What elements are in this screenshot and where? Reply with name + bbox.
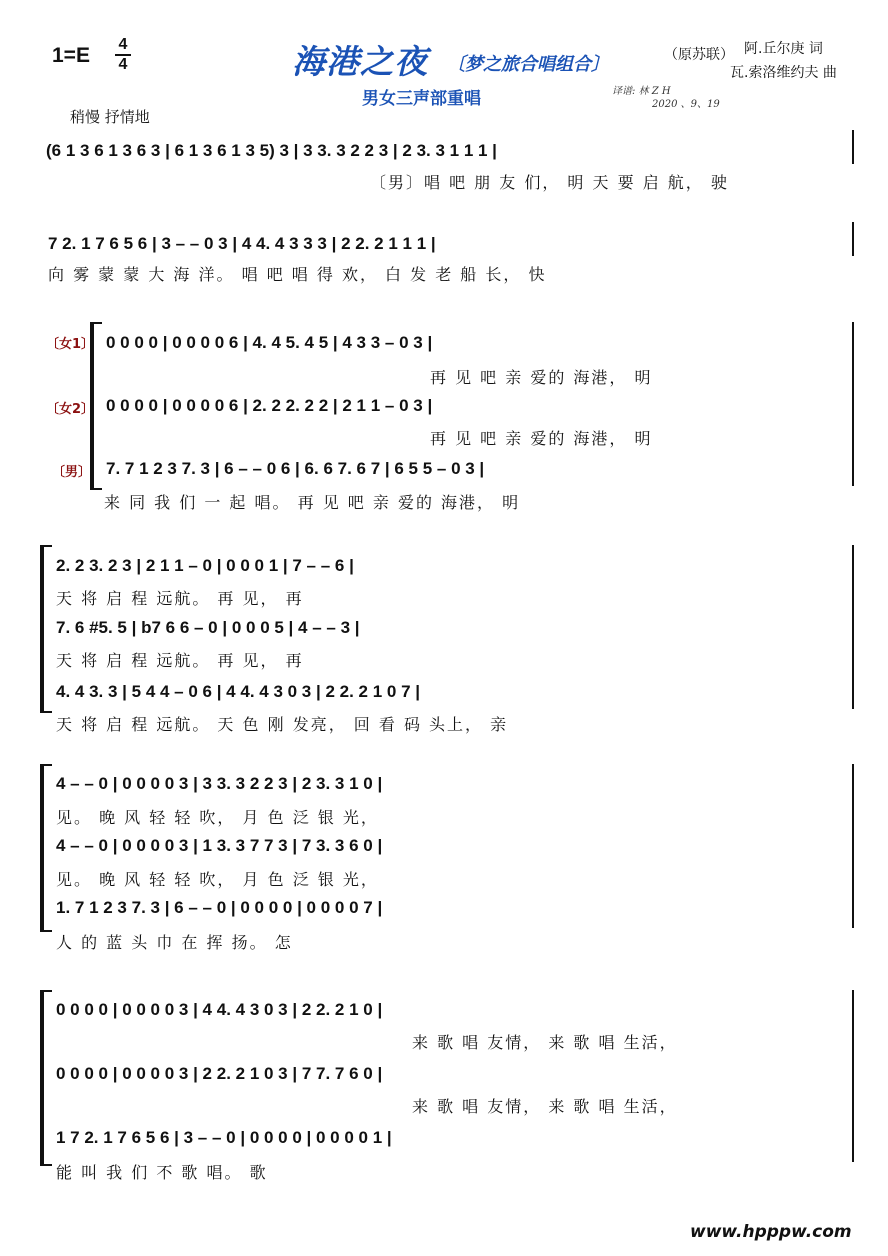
system5-part1-lyrics: 见。 晚 风 轻 轻 吹， 月 色 泛 银 光， (56, 808, 379, 827)
arranger-credit: 译谱: 林 Z H (612, 86, 671, 97)
tempo-marking: 稍慢 抒情地 (70, 108, 150, 126)
barline (852, 222, 854, 256)
barline (852, 990, 854, 1162)
lyricist-credit: 阿.丘尔庚 词 (744, 41, 823, 57)
part-label-female2: 〔女2〕 (46, 402, 95, 417)
system4-brace (40, 545, 52, 713)
time-signature-top: 4 (118, 36, 128, 53)
part-label-male: 〔男〕 (52, 465, 92, 480)
system6-part2-notes: 0 0 0 0 | 0 0 0 0 3 | 2 2. 2 1 0 3 | 7 7. 7 6 0 | (56, 1064, 383, 1083)
system3-part1-lyrics: 再 见 吧 亲 爱的 海港， 明 (430, 368, 653, 387)
barline (852, 322, 854, 486)
system5-part3-lyrics: 人 的 蓝 头 巾 在 挥 扬。 怎 (56, 933, 293, 952)
time-signature (115, 37, 131, 73)
system1-lyrics: 〔男〕唱 吧 朋 友 们， 明 天 要 启 航， 驶 (370, 173, 729, 192)
system3-part1-notes: 0 0 0 0 | 0 0 0 0 6 | 4. 4 5. 4 5 | 4 3 3 – 0 3 | (106, 333, 433, 352)
system5-part2-lyrics: 见。 晚 风 轻 轻 吹， 月 色 泛 银 光， (56, 870, 379, 889)
system5-part2-notes: 4 – – 0 | 0 0 0 0 3 | 1 3. 3 7 7 3 | 7 3. 3 6 0 | (56, 836, 383, 855)
system4-part2-notes: 7. 6 #5. 5 | b7 6 6 – 0 | 0 0 0 5 | 4 – – 3 | (56, 618, 360, 637)
system6-part3-lyrics: 能 叫 我 们 不 歌 唱。 歌 (56, 1163, 268, 1182)
system5-brace (40, 764, 52, 932)
system2-notes: 7 2. 1 7 6 5 6 | 3 – – 0 3 | 4 4. 4 3 3 3 | 2 2. 2 1 1 1 | (48, 234, 436, 253)
time-signature-bottom: 4 (118, 56, 128, 73)
system4-part1-notes: 2. 2 3. 2 3 | 2 1 1 – 0 | 0 0 0 1 | 7 – – 6 | (56, 556, 354, 575)
system4-part1-lyrics: 天 将 启 程 远航。 再 见， 再 (56, 589, 304, 608)
system4-part2-lyrics: 天 将 启 程 远航。 再 见， 再 (56, 651, 304, 670)
system3-part3-lyrics: 来 同 我 们 一 起 唱。 再 见 吧 亲 爱的 海港， 明 (104, 493, 521, 512)
system3-part3-notes: 7. 7 1 2 3 7. 3 | 6 – – 0 6 | 6. 6 7. 6 7 | 6 5 5 – 0 3 | (106, 459, 485, 478)
system6-part3-notes: 1 7 2. 1 7 6 5 6 | 3 – – 0 | 0 0 0 0 | 0 0 0 0 1 | (56, 1128, 392, 1147)
system3-part2-notes: 0 0 0 0 | 0 0 0 0 6 | 2. 2 2. 2 2 | 2 1 1 – 0 3 | (106, 396, 433, 415)
system5-part1-notes: 4 – – 0 | 0 0 0 0 3 | 3 3. 3 2 2 3 | 2 3. 3 1 0 | (56, 774, 383, 793)
system6-brace (40, 990, 52, 1166)
barline (852, 545, 854, 709)
arrangement-subtitle: 男女三声部重唱 (362, 89, 481, 109)
system6-part2-lyrics: 来 歌 唱 友情， 来 歌 唱 生活， (412, 1097, 678, 1116)
system4-part3-lyrics: 天 将 启 程 远航。 天 色 刚 发亮， 回 看 码 头上， 亲 (56, 715, 509, 734)
composer-credit: 瓦.索洛维约夫 曲 (730, 65, 837, 81)
system4-part3-notes: 4. 4 3. 3 | 5 4 4 – 0 6 | 4 4. 4 3 0 3 | 2 2. 2 1 0 7 | (56, 682, 420, 701)
system6-part1-lyrics: 来 歌 唱 友情， 来 歌 唱 生活， (412, 1033, 678, 1052)
barline (852, 764, 854, 928)
origin-note: （原苏联） (664, 47, 734, 63)
watermark-url: www.hpppw.com (690, 1222, 852, 1242)
arrangement-date: 2020 、9、19 (652, 99, 720, 110)
system3-part2-lyrics: 再 见 吧 亲 爱的 海港， 明 (430, 429, 653, 448)
system1-notes: (6 1 3 6 1 3 6 3 | 6 1 3 6 1 3 5) 3 | 3 3. 3 2 2 3 | 2 3. 3 1 1 1 | (46, 141, 497, 160)
barline (852, 130, 854, 164)
system5-part3-notes: 1. 7 1 2 3 7. 3 | 6 – – 0 | 0 0 0 0 | 0 0 0 0 7 | (56, 898, 383, 917)
system6-part1-notes: 0 0 0 0 | 0 0 0 0 3 | 4 4. 4 3 0 3 | 2 2. 2 1 0 | (56, 1000, 383, 1019)
performer-group: 〔梦之旅合唱组合〕 (447, 54, 609, 75)
key-signature: 1=E (52, 44, 90, 67)
song-title: 海港之夜 (292, 42, 428, 81)
part-label-female1: 〔女1〕 (46, 337, 95, 352)
system2-lyrics: 向 雾 蒙 蒙 大 海 洋。 唱 吧 唱 得 欢， 白 发 老 船 长， 快 (48, 265, 547, 284)
